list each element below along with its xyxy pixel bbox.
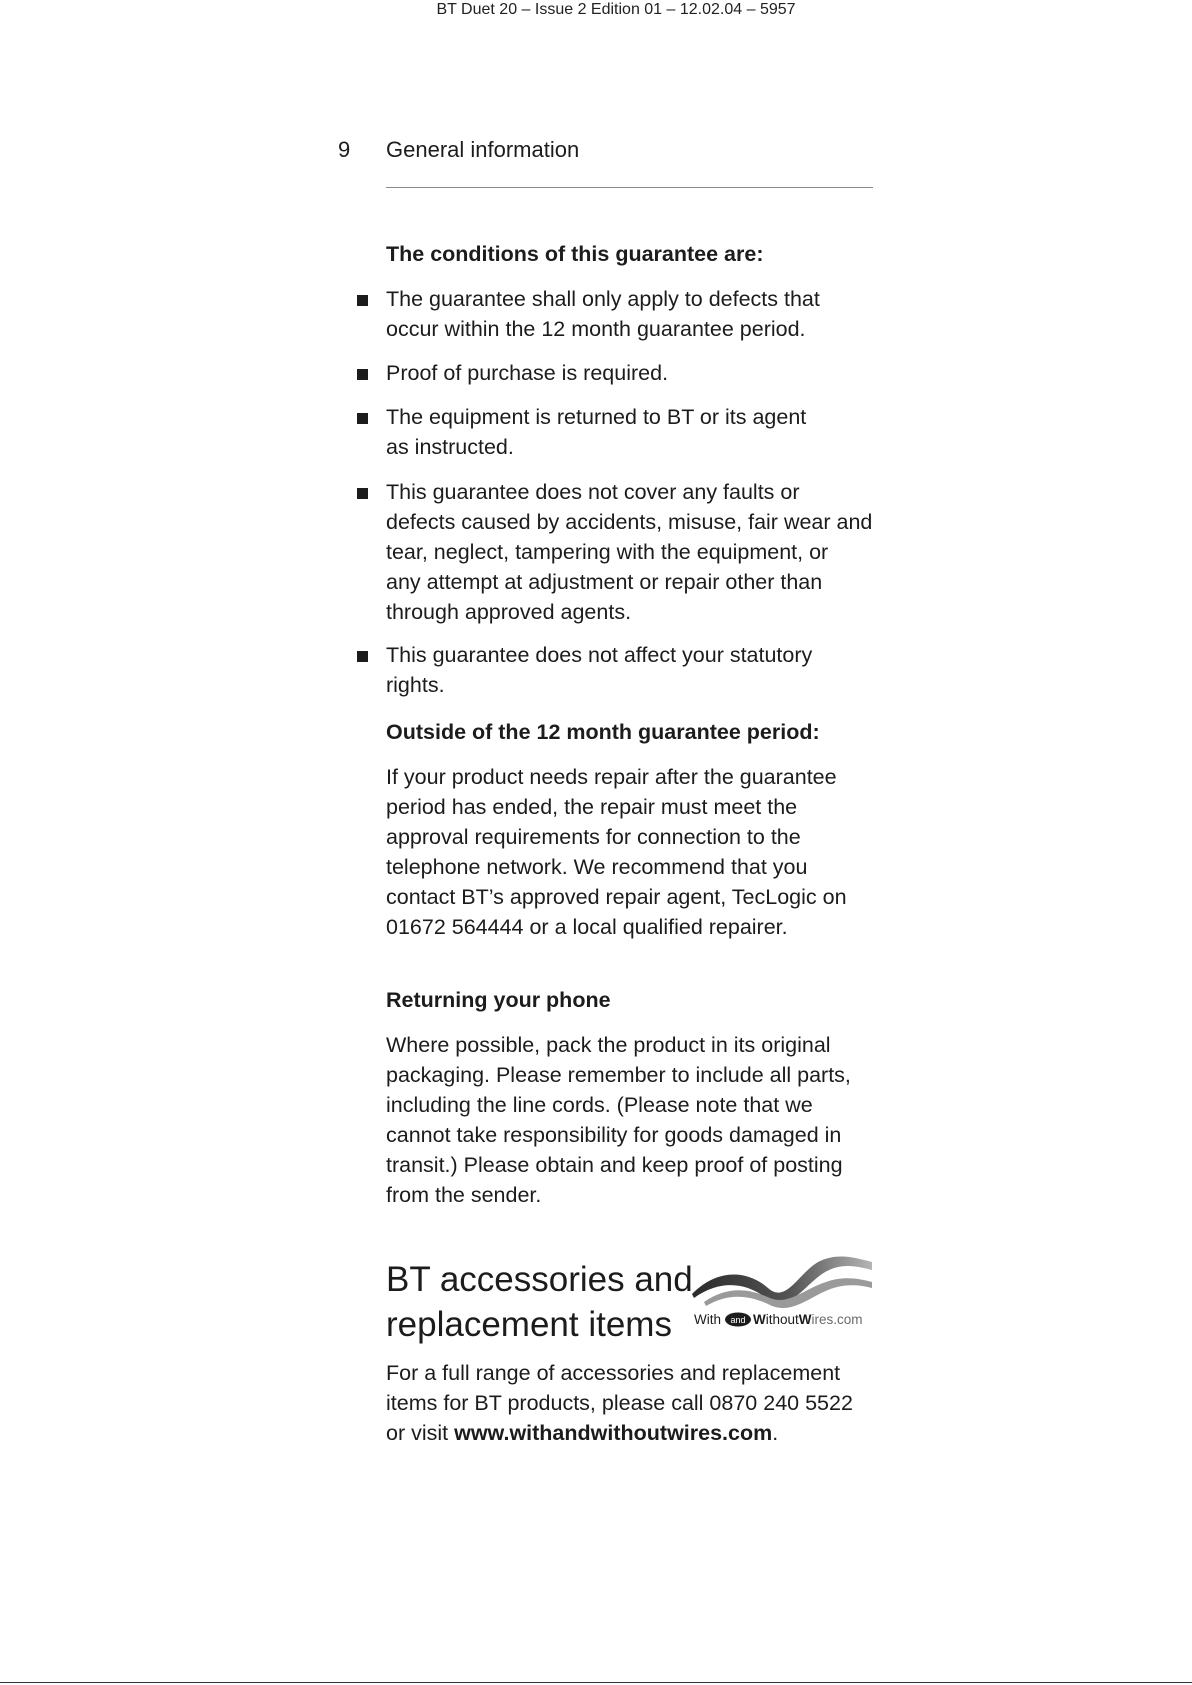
conditions-heading: The conditions of this guarantee are: xyxy=(386,242,764,266)
logo-text-ires: ires.com xyxy=(811,1312,863,1327)
bullet-marker xyxy=(357,295,368,306)
bullet-marker xyxy=(357,488,368,499)
section-title: General information xyxy=(386,137,580,162)
svg-text:With xyxy=(694,1312,721,1327)
bullet-marker xyxy=(357,413,368,424)
accessories-body-text: For a full range of accessories and replacement items for BT products, please call 0870 240 5522 or visit xyxy=(386,1361,853,1445)
logo-text-ithout: ithout xyxy=(765,1312,799,1327)
returning-heading: Returning your phone xyxy=(386,988,611,1012)
logo-text-w2: W xyxy=(798,1312,812,1327)
accessories-heading: BT accessories and replacement items xyxy=(386,1260,693,1344)
page-bottom-edge xyxy=(0,1682,1192,1683)
accessories-body xyxy=(386,1358,876,1448)
website-link[interactable]: www.withandwithoutwires.com xyxy=(454,1421,773,1445)
logo-text-and: and xyxy=(730,1315,746,1325)
logo-text-with: With xyxy=(694,1312,721,1327)
bullet-marker xyxy=(357,369,368,380)
header-rule xyxy=(386,187,873,188)
returning-body: Where possible, pack the product in its original packaging. Please remember to include all parts, including the line cords. (Please note that we cannot take responsibility for goods damaged in transit.) Please obtain and keep proof of posting from the sender. xyxy=(386,1033,851,1207)
bullet-marker xyxy=(357,651,368,662)
with-and-without-wires-logo xyxy=(690,1254,874,1334)
logo-text-w: W xyxy=(753,1312,766,1327)
condition-item: Proof of purchase is required. xyxy=(386,361,669,385)
svg-text:WithoutWires.com xyxy=(753,1312,863,1327)
outside-heading: Outside of the 12 month guarantee period: xyxy=(386,720,820,744)
condition-item: The guarantee shall only apply to defects that occur within the 12 month guarantee period. xyxy=(386,287,820,341)
document-reference: BT Duet 20 – Issue 2 Edition 01 – 12.02.04 – 5957 xyxy=(436,1,796,18)
condition-item: This guarantee does not cover any faults or defects caused by accidents, misuse, fair wear and tear, neglect, tampering with the equipment, or any attempt at adjustment or repair other than through approved agents. xyxy=(386,480,873,624)
condition-item: This guarantee does not affect your statutory rights. xyxy=(386,643,813,697)
condition-item: The equipment is returned to BT or its agent as instructed. xyxy=(386,405,807,459)
logo-wave-graphic xyxy=(690,1254,874,1334)
svg-text:and xyxy=(730,1315,745,1325)
outside-body: If your product needs repair after the guarantee period has ended, the repair must meet the approval requirements for connection to the telephone network. We recommend that you contact BT’s approved repair agent, TecLogic on 01672 564444 or a local qualified repairer. xyxy=(386,765,847,939)
page-number: 9 xyxy=(338,137,351,162)
accessories-body-end: . xyxy=(772,1421,779,1445)
